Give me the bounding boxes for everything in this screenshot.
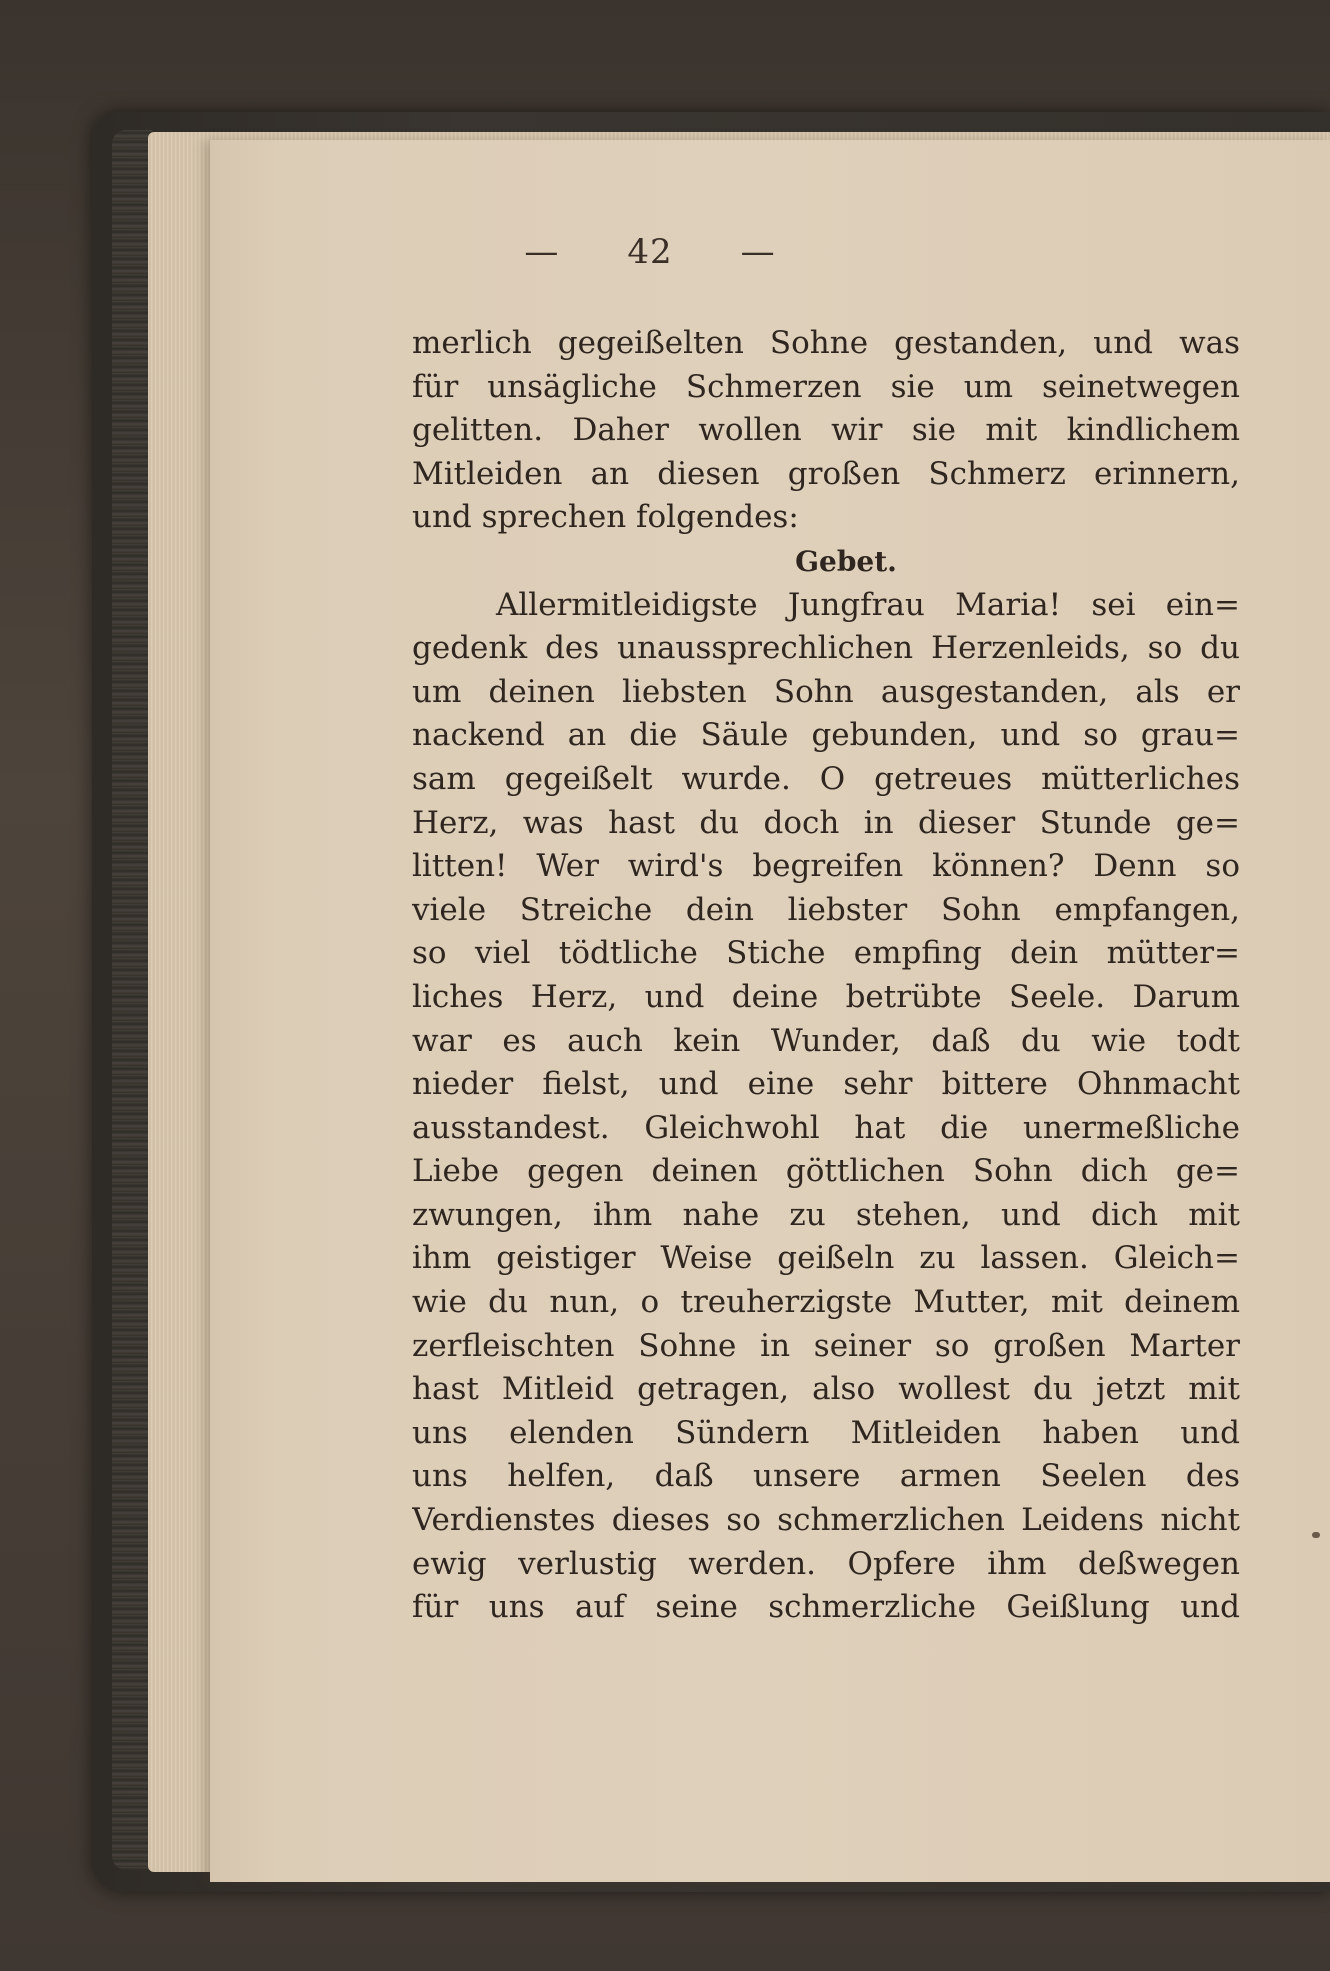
- text-line: um deinen liebsten Sohn ausgestanden, als er: [412, 673, 1240, 710]
- text-line: ausstandest. Gleichwohl hat die unermeßliche: [412, 1109, 1240, 1146]
- text-line: merlich gegeißelten Sohne gestanden, und was: [412, 325, 1240, 361]
- text-line: war es auch kein Wunder, daß du wie todt: [412, 1022, 1240, 1059]
- page-number-dash-left: —: [524, 232, 560, 272]
- page-number: 42: [627, 232, 673, 272]
- text-line: gelitten. Daher wollen wir sie mit kindlichem: [412, 412, 1240, 449]
- text-line: Verdienstes dieses so schmerzlichen Leidens nicht: [412, 1502, 1240, 1539]
- text-line: Mitleiden an diesen großen Schmerz erinnern,: [412, 455, 1240, 492]
- text-line: Liebe gegen deinen göttlichen Sohn dich ge=: [412, 1153, 1240, 1190]
- text-line: für unsägliche Schmerzen sie um seinetwegen: [412, 368, 1240, 405]
- text-line: nackend an die Säule gebunden, und so grau=: [412, 717, 1240, 754]
- text-line: viele Streiche dein liebster Sohn empfangen,: [412, 891, 1240, 928]
- cover-edge: [112, 130, 152, 1870]
- text-line: litten! Wer wird's begreifen können? Denn so: [412, 848, 1240, 885]
- page-number-dash-right: —: [740, 232, 776, 272]
- text-line: so viel tödtliche Stiche empfing dein mütter=: [412, 935, 1240, 972]
- text-line: sam gegeißelt wurde. O getreues mütterliches: [412, 760, 1240, 797]
- text-line: uns elenden Sündern Mitleiden haben und: [412, 1414, 1240, 1451]
- page-number-header: [0, 232, 1300, 272]
- text-line: liches Herz, und deine betrübte Seele. Darum: [412, 978, 1240, 1015]
- text-line: Herz, was hast du doch in dieser Stunde ge=: [412, 804, 1240, 841]
- prayer-heading: Gebet.: [795, 544, 897, 578]
- text-line: ihm geistiger Weise geißeln zu lassen. Gleich=: [412, 1240, 1240, 1277]
- text-line: hast Mitleid getragen, also wollest du jetzt mit: [412, 1371, 1240, 1408]
- text-line: für uns auf seine schmerzliche Geißlung und: [412, 1589, 1240, 1626]
- page-text: [412, 322, 1240, 1630]
- text-line: ewig verlustig werden. Opfere ihm deßwegen: [412, 1545, 1240, 1582]
- text-line: uns helfen, daß unsere armen Seelen des: [412, 1458, 1240, 1495]
- text-line: zwungen, ihm nahe zu stehen, und dich mit: [412, 1196, 1240, 1233]
- margin-mark: [1312, 1532, 1320, 1538]
- text-line: zerfleischten Sohne in seiner so großen Marter: [412, 1327, 1240, 1364]
- text-line: nieder fielst, und eine sehr bittere Ohnmacht: [412, 1066, 1240, 1103]
- text-line: und sprechen folgendes:: [412, 499, 799, 536]
- text-line: gedenk des unaussprechlichen Herzenleids, so du: [412, 630, 1240, 667]
- text-line: wie du nun, o treuherzigste Mutter, mit deinem: [412, 1284, 1240, 1321]
- text-line: Allermitleidigste Jungfrau Maria! sei ein=: [496, 586, 1240, 623]
